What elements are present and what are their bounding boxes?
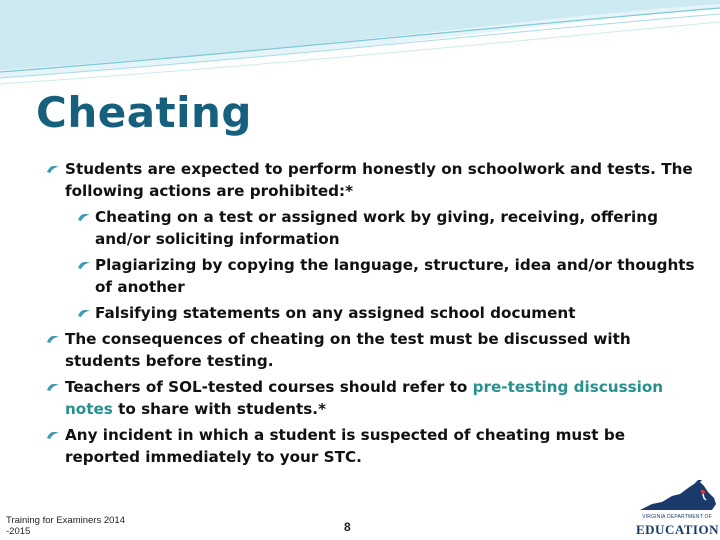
page-number: 8 <box>344 520 351 534</box>
bullet-text: Students are expected to perform honestly on schoolwork and tests. The following actions are prohibited:* <box>65 160 693 200</box>
bullet-text-post: to share with students.* <box>112 400 327 418</box>
sub-bullet-text: Falsifying statements on any assigned school document <box>95 304 576 322</box>
bullet-list <box>46 158 696 472</box>
ribbon-bullet-icon <box>77 259 91 271</box>
ribbon-bullet-icon <box>46 429 60 441</box>
logo-main-text: EDUCATION <box>636 522 719 537</box>
bullet-item <box>46 424 696 468</box>
sub-bullet-item <box>65 254 696 298</box>
ribbon-bullet-icon <box>46 381 60 393</box>
logo-top-text: VIRGINIA DEPARTMENT OF <box>642 514 712 520</box>
bullet-item <box>46 328 696 372</box>
pre-testing-notes-link[interactable]: pre-testing discussion notes <box>65 378 664 418</box>
slide-title: Cheating <box>36 88 252 137</box>
vdoe-logo <box>632 478 720 540</box>
bullet-text-pre: Teachers of SOL-tested courses should refer to <box>65 378 473 396</box>
sub-bullet-text: Cheating on a test or assigned work by giving, receiving, offering and/or soliciting information <box>95 208 658 248</box>
ribbon-bullet-icon <box>77 307 91 319</box>
virginia-map-logo <box>632 478 720 514</box>
sub-bullet-item <box>65 206 696 250</box>
bullet-text: Any incident in which a student is suspected of cheating must be reported immediately to your STC. <box>65 426 625 466</box>
footer-line-2: -2015 <box>6 526 31 537</box>
bullet-text: The consequences of cheating on the test must be discussed with students before testing. <box>65 330 631 370</box>
ribbon-bullet-icon <box>46 333 60 345</box>
footer-training-label <box>6 515 146 537</box>
bullet-item <box>46 376 696 420</box>
ribbon-bullet-icon <box>77 211 91 223</box>
header-wave-decoration <box>0 0 720 90</box>
ribbon-bullet-icon <box>46 163 60 175</box>
bullet-item <box>46 158 696 202</box>
footer-line-1: Training for Examiners 2014 <box>6 515 125 526</box>
sub-bullet-text: Plagiarizing by copying the language, structure, idea and/or thoughts of another <box>95 256 695 296</box>
sub-bullet-item <box>65 302 696 324</box>
